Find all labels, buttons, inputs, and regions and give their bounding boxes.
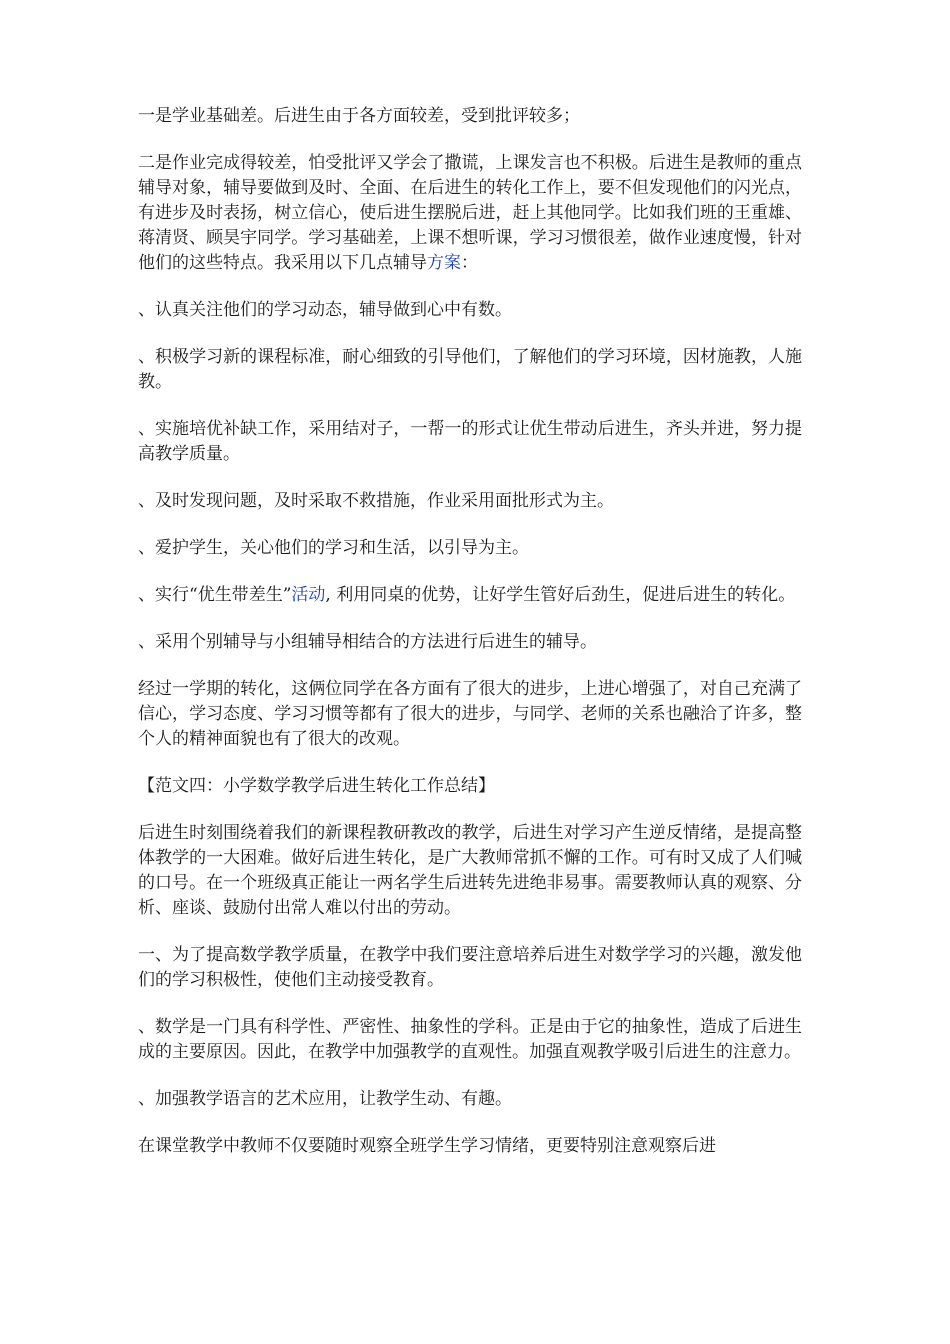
paragraph-2 — [138, 151, 802, 276]
list-item-8: 、数学是一门具有科学性、严密性、抽象性的学科。正是由于它的抽象性，造成了后进生成的主要原因。因此，在教学中加强教学的直观性。加强直观教学吸引后进生的注意力。 — [138, 1017, 802, 1062]
paragraph-summary: 经过一学期的转化，这俩位同学在各方面有了很大的进步，上进心增强了，对自己充满了信心，学习态度、学习习惯等都有了很大的进步，与同学、老师的关系也融洽了许多，整个人的精神面貌也有了很大的改观。 — [138, 679, 802, 749]
list-item-9: 、加强教学语言的艺术应用，让教学生动、有趣。 — [138, 1089, 512, 1109]
paragraph-2-tail: ： — [461, 253, 478, 273]
paragraph-last: 在课堂教学中教师不仅要随时观察全班学生学习情绪，更要特别注意观察后进 — [138, 1136, 716, 1156]
list-item-7: 、采用个别辅导与小组辅导相结合的方法进行后进生的辅导。 — [138, 632, 597, 652]
link-huodong[interactable]: 活动 — [291, 585, 326, 605]
list-item-2: 、积极学习新的课程标准，耐心细致的引导他们，了解他们的学习环境，因材施教，人施教。 — [138, 347, 802, 392]
paragraph-1: 一是学业基础差。后进生由于各方面较差，受到批评较多； — [138, 106, 580, 126]
list-item-6-text: 、实行“优生带差生” — [138, 585, 292, 605]
list-item-5: 、爱护学生，关心他们的学习和生活，以引导为主。 — [138, 538, 529, 558]
list-item-3: 、实施培优补缺工作，采用结对子，一帮一的形式让优生带动后进生，齐头并进，努力提高教学质量。 — [138, 419, 802, 464]
document-body — [138, 104, 802, 1181]
section-heading: 【范文四：小学数学教学后进生转化工作总结】 — [138, 776, 495, 796]
paragraph-2-text: 二是作业完成得较差，怕受批评又学会了撒谎，上课发言也不积极。后进生是教师的重点辅导对象，辅导要做到及时、全面、在后进生的转化工作上，要不但发现他们的闪光点，有进步及时表扬，树立信心，使后进生摆脱后进，赶上其他同学。比如我们班的王重雄、蒋清贤、顾昊宇同学。学习基础差，上课不想听课，学习习惯很差，做作业速度慢，针对他们的这些特点。我采用以下几点辅导 — [138, 153, 802, 273]
paragraph-point-1: 一、为了提高数学教学质量，在教学中我们要注意培养后进生对数学学习的兴趣，激发他们的学习积极性，使他们主动接受教育。 — [138, 945, 802, 990]
paragraph-intro: 后进生时刻围绕着我们的新课程教研教改的教学，后进生对学习产生逆反情绪，是提高整体教学的一大困难。做好后进生转化，是广大教师常抓不懈的工作。可有时又成了人们喊的口号。在一个班级真正能让一两名学生后进转先进绝非易事。需要教师认真的观察、分析、座谈、鼓励付出常人难以付出的劳动。 — [138, 823, 802, 918]
list-item-1: 、认真关注他们的学习动态，辅导做到心中有数。 — [138, 300, 512, 320]
list-item-4: 、及时发现问题，及时采取不救措施，作业采用面批形式为主。 — [138, 491, 614, 511]
list-item-6-tail: , 利用同桌的优势，让好学生管好后劲生，促进后进生的转化。 — [325, 585, 796, 605]
list-item-6 — [138, 583, 802, 608]
link-fangan[interactable]: 方案 — [427, 253, 461, 273]
